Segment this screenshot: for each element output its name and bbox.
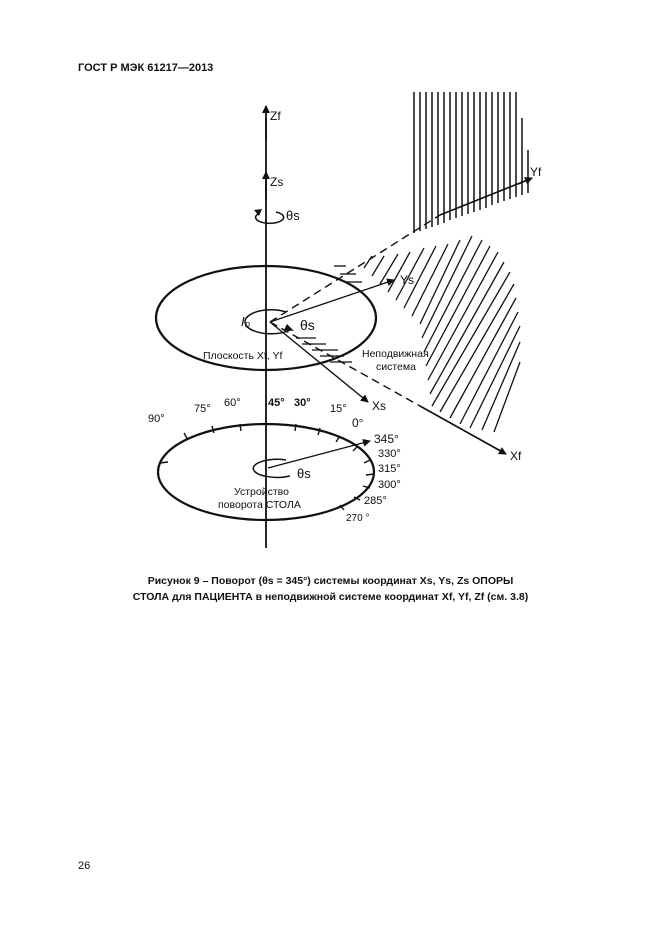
deg-75-label: 75° bbox=[194, 403, 211, 415]
deg-30-label: 30° bbox=[294, 397, 311, 409]
deg-315-label: 315° bbox=[378, 463, 401, 475]
plane-label: Плоскость Xf, Yf bbox=[203, 350, 283, 362]
xf-label: Xf bbox=[510, 449, 522, 463]
fixed-system-label-2: система bbox=[376, 361, 416, 373]
deg-0-label: 0° bbox=[352, 416, 364, 430]
device-label-2: поворота СТОЛА bbox=[218, 499, 301, 511]
origin-label: I₀ bbox=[241, 314, 251, 329]
device-label-1: Устройство bbox=[234, 486, 289, 498]
deg-345-label: 345° bbox=[374, 432, 399, 446]
deg-285-label: 285° bbox=[364, 495, 387, 507]
caption-line-1: Рисунок 9 – Поворот (θs = 345°) системы координат Xs, Ys, Zs ОПОРЫ bbox=[147, 575, 514, 587]
diagonal-hatch-region bbox=[364, 236, 520, 432]
lower-rotation-arc bbox=[253, 459, 290, 477]
deg-15-label: 15° bbox=[330, 403, 347, 415]
caption-line-2: СТОЛА для ПАЦИЕНТА в неподвижной системе координат Xf, Yf, Zf (см. 3.8) bbox=[132, 591, 529, 603]
page-header: ГОСТ Р МЭК 61217—2013 bbox=[78, 62, 214, 74]
figure-caption bbox=[100, 573, 561, 605]
theta-lower-label: θs bbox=[297, 466, 311, 481]
deg-330-label: 330° bbox=[378, 448, 401, 460]
xs-axis bbox=[270, 322, 368, 402]
ys-label: Ys bbox=[400, 273, 415, 287]
yf-label: Yf bbox=[530, 165, 542, 179]
yf-axis-solid bbox=[440, 181, 525, 215]
vertical-hatch-wall bbox=[414, 92, 528, 233]
deg-270-label: 270 ° bbox=[346, 513, 370, 524]
xs-label: Xs bbox=[372, 399, 387, 413]
zf-label: Zf bbox=[270, 109, 281, 123]
xf-axis-solid bbox=[420, 406, 506, 454]
deg-45-label: 45° bbox=[268, 397, 285, 409]
theta-top-label: θs bbox=[286, 208, 300, 223]
horizontal-hatch-marks bbox=[296, 266, 362, 362]
deg-60-label: 60° bbox=[224, 397, 241, 409]
deg-90-label: 90° bbox=[148, 413, 165, 425]
lower-pointer-arrow bbox=[268, 441, 370, 468]
fixed-system-label-1: Неподвижная bbox=[362, 348, 429, 360]
deg-300-label: 300° bbox=[378, 479, 401, 491]
theta-plane-label: θs bbox=[300, 317, 315, 333]
page-number: 26 bbox=[78, 860, 91, 872]
zs-label: Zs bbox=[270, 175, 284, 189]
